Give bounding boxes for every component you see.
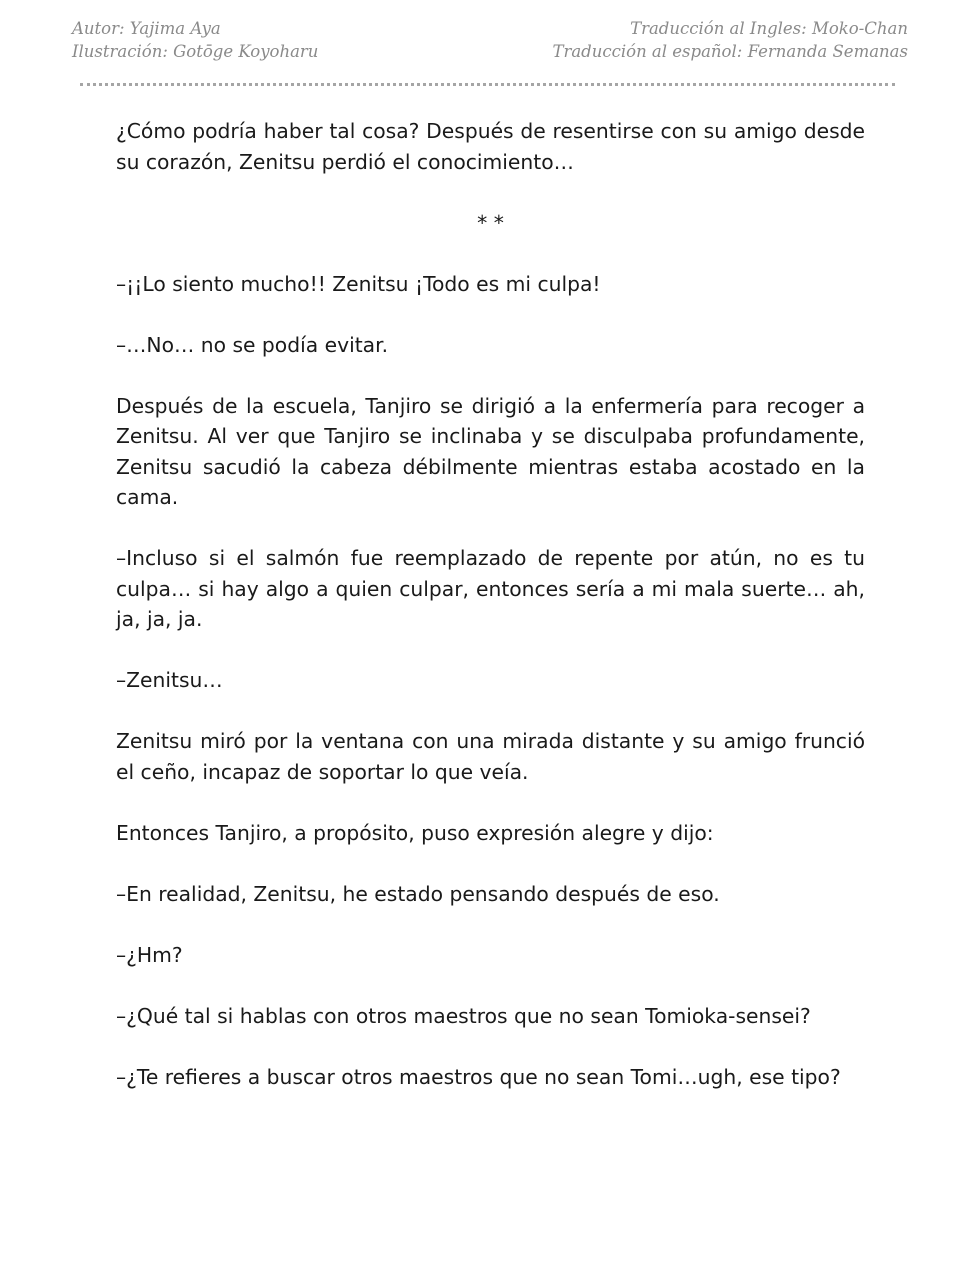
paragraph: –¡¡Lo siento mucho!! Zenitsu ¡Todo es mi culpa! [116,271,601,296]
author-credit: Autor: Yajima Aya [72,19,221,38]
scene-break: * * [477,210,504,235]
story-text [116,116,865,1123]
paragraph: –¿Te refieres a buscar otros maestros que no sean Tomi…ugh, ese tipo? [116,1064,841,1089]
paragraph: –¿Hm? [116,942,183,967]
spanish-translation-credit: Traducción al español: Fernanda Semanas [552,42,908,61]
paragraph: –En realidad, Zenitsu, he estado pensando después de eso. [116,881,720,906]
paragraph: Zenitsu miró por la ventana con una mirada distante y su amigo frunció el ceño, incapaz de soportar lo que veía. [116,729,865,784]
paragraph: ¿Cómo podría haber tal cosa? Después de resentirse con su amigo desde su corazón, Zenitsu perdió el conocimiento… [116,119,865,174]
header-row-1 [72,17,908,40]
header-divider [80,83,895,86]
illustration-credit: Ilustración: Gotōge Koyoharu [72,42,319,61]
paragraph: –…No… no se podía evitar. [116,332,389,357]
paragraph: –Zenitsu… [116,668,223,692]
header-row-2 [72,40,908,63]
paragraph: –¿Qué tal si hablas con otros maestros que no sean Tomioka-sensei? [116,1003,811,1028]
page-header [72,17,908,63]
paragraph: Después de la escuela, Tanjiro se dirigió a la enfermería para recoger a Zenitsu. Al ver que Tanjiro se inclinaba y se disculpaba profundamente, Zenitsu sacudió la cabeza débilmente mientras estaba acostado en la cama. [116,393,865,509]
english-translation-credit: Traducción al Ingles: Moko-Chan [630,19,908,38]
paragraph: –Incluso si el salmón fue reemplazado de repente por atún, no es tu culpa… si hay algo a quien culpar, entonces sería a mi mala suerte… ah, ja, ja, ja. [116,546,865,631]
paragraph: Entonces Tanjiro, a propósito, puso expresión alegre y dijo: [116,820,714,845]
